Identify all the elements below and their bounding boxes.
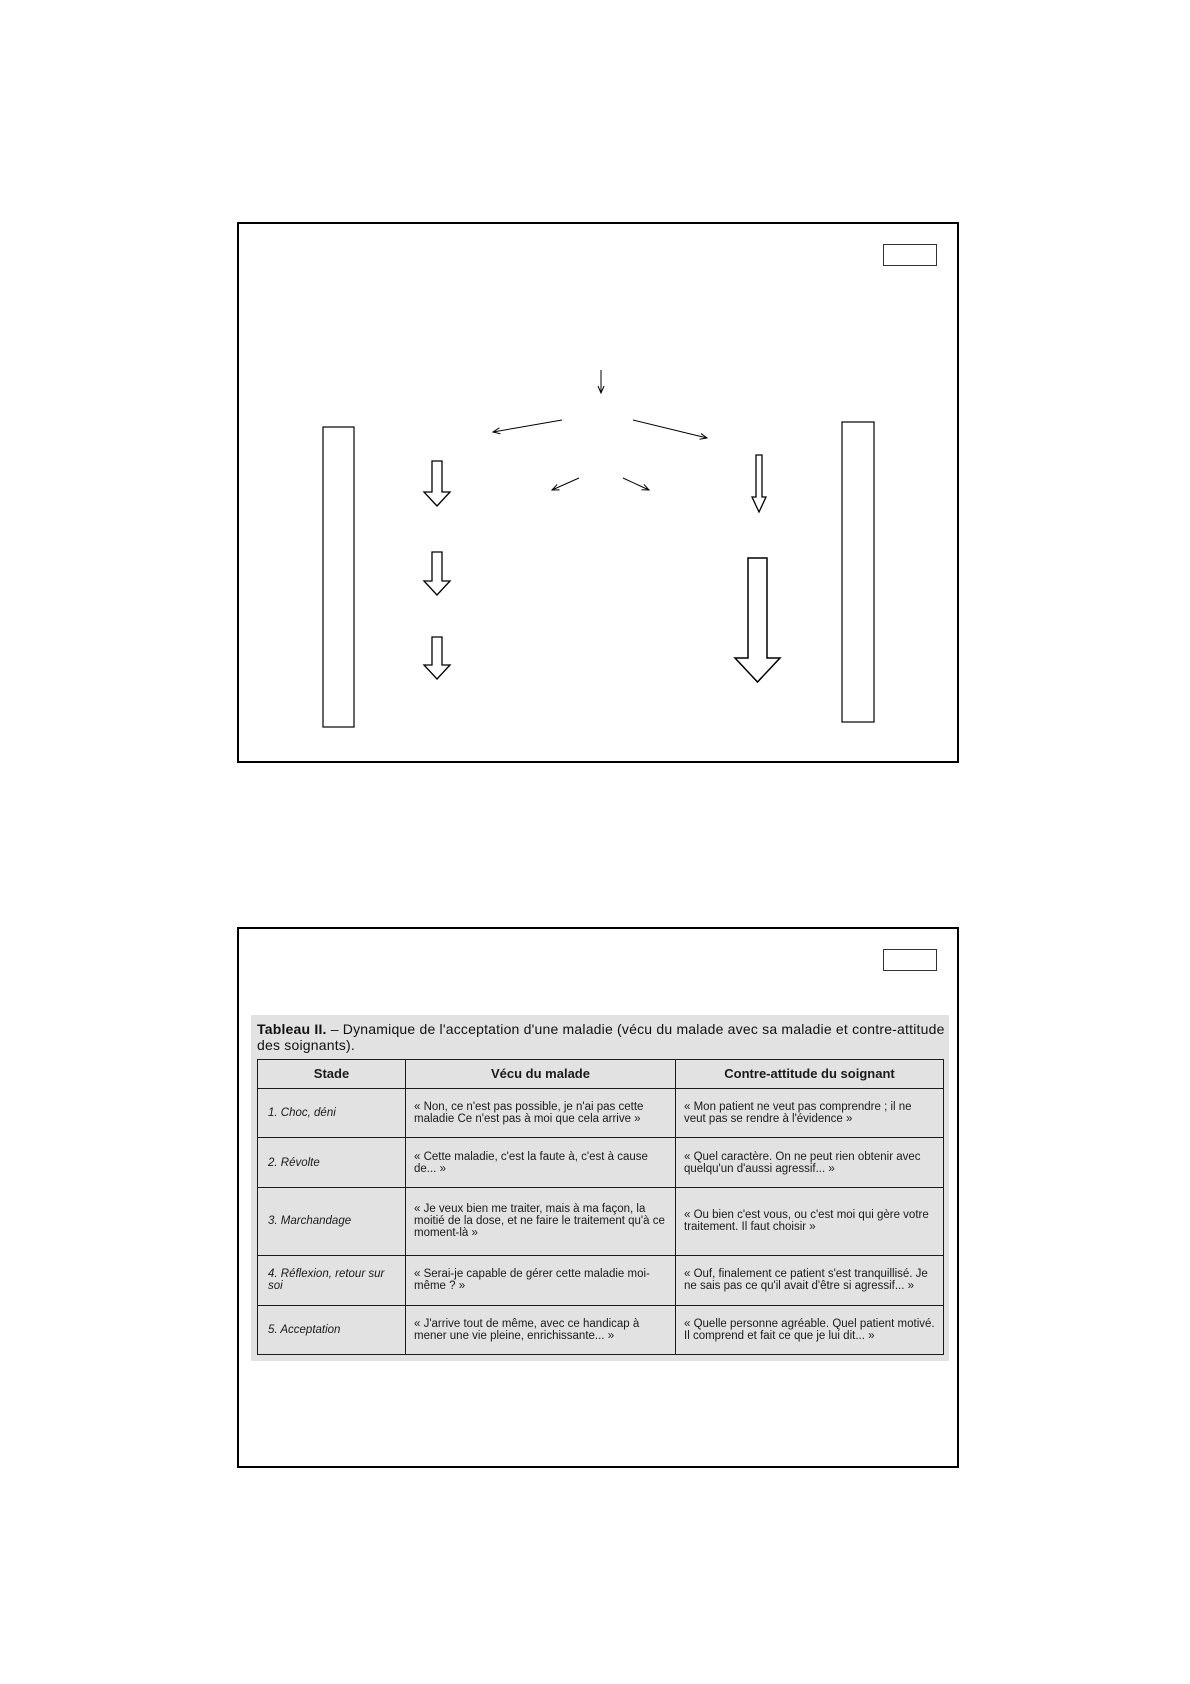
split-right-arrow bbox=[633, 420, 707, 438]
header-vecu: Vécu du malade bbox=[406, 1060, 676, 1089]
vecu-cell: « Je veux bien me traiter, mais à ma façon, la moitié de la dose, et ne faire le traitement qu'à ce moment-là » bbox=[406, 1187, 676, 1255]
stage-cell: 4. Réflexion, retour sur soi bbox=[258, 1256, 406, 1305]
table-caption-label: Tableau II. bbox=[257, 1021, 327, 1037]
slide-number-box bbox=[883, 949, 937, 971]
inner-right-arrow bbox=[623, 478, 649, 490]
vecu-cell: « J'arrive tout de même, avec ce handicap à mener une vie pleine, enrichissante... » bbox=[406, 1305, 676, 1354]
flow-diagram bbox=[239, 224, 961, 765]
inner-left-arrow bbox=[552, 478, 579, 490]
contre-cell: « Ou bien c'est vous, ou c'est moi qui gère votre traitement. Il faut choisir » bbox=[676, 1187, 944, 1255]
left-vertical-bar bbox=[323, 427, 354, 727]
contre-cell: « Quel caractère. On ne peut rien obtenir avec quelqu'un d'aussi agressif... » bbox=[676, 1138, 944, 1187]
header-contre-attitude: Contre-attitude du soignant bbox=[676, 1060, 944, 1089]
contre-cell: « Ouf, finalement ce patient s'est tranquillisé. Je ne sais pas ce qu'il avait d'être si agressif... » bbox=[676, 1256, 944, 1305]
table-row bbox=[258, 1089, 944, 1138]
split-left-arrow bbox=[493, 420, 562, 432]
table-row bbox=[258, 1305, 944, 1354]
stage-cell: 3. Marchandage bbox=[258, 1187, 406, 1255]
block-arrow-left-3 bbox=[424, 637, 450, 679]
block-arrow-left-1 bbox=[424, 461, 450, 506]
header-stade: Stade bbox=[258, 1060, 406, 1089]
vecu-cell: « Non, ce n'est pas possible, je n'ai pas cette maladie Ce n'est pas à moi que cela arrive » bbox=[406, 1089, 676, 1138]
stage-cell: 1. Choc, déni bbox=[258, 1089, 406, 1138]
slide-2 bbox=[237, 927, 959, 1468]
stage-cell: 5. Acceptation bbox=[258, 1305, 406, 1354]
table-caption-text: – Dynamique de l'acceptation d'une maladie (vécu du malade avec sa maladie et contre-attitude des soignants). bbox=[257, 1021, 945, 1053]
scanned-table-image bbox=[251, 1015, 949, 1361]
acceptance-stages-table bbox=[257, 1059, 944, 1355]
table-row bbox=[258, 1138, 944, 1187]
contre-cell: « Quelle personne agréable. Quel patient motivé. Il comprend et fait ce que je lui dit... » bbox=[676, 1305, 944, 1354]
vecu-cell: « Serai-je capable de gérer cette maladie moi-même ? » bbox=[406, 1256, 676, 1305]
vecu-cell: « Cette maladie, c'est la faute à, c'est à cause de... » bbox=[406, 1138, 676, 1187]
table-row bbox=[258, 1256, 944, 1305]
contre-cell: « Mon patient ne veut pas comprendre ; il ne veut pas se rendre à l'évidence » bbox=[676, 1089, 944, 1138]
block-arrow-left-2 bbox=[424, 552, 450, 595]
table-row bbox=[258, 1187, 944, 1255]
block-arrow-right-large bbox=[735, 558, 780, 682]
slide-1 bbox=[237, 222, 959, 763]
right-vertical-bar bbox=[842, 422, 874, 722]
table-header-row bbox=[258, 1060, 944, 1089]
block-arrow-right-small bbox=[752, 455, 766, 512]
table-caption bbox=[257, 1021, 947, 1053]
stage-cell: 2. Révolte bbox=[258, 1138, 406, 1187]
